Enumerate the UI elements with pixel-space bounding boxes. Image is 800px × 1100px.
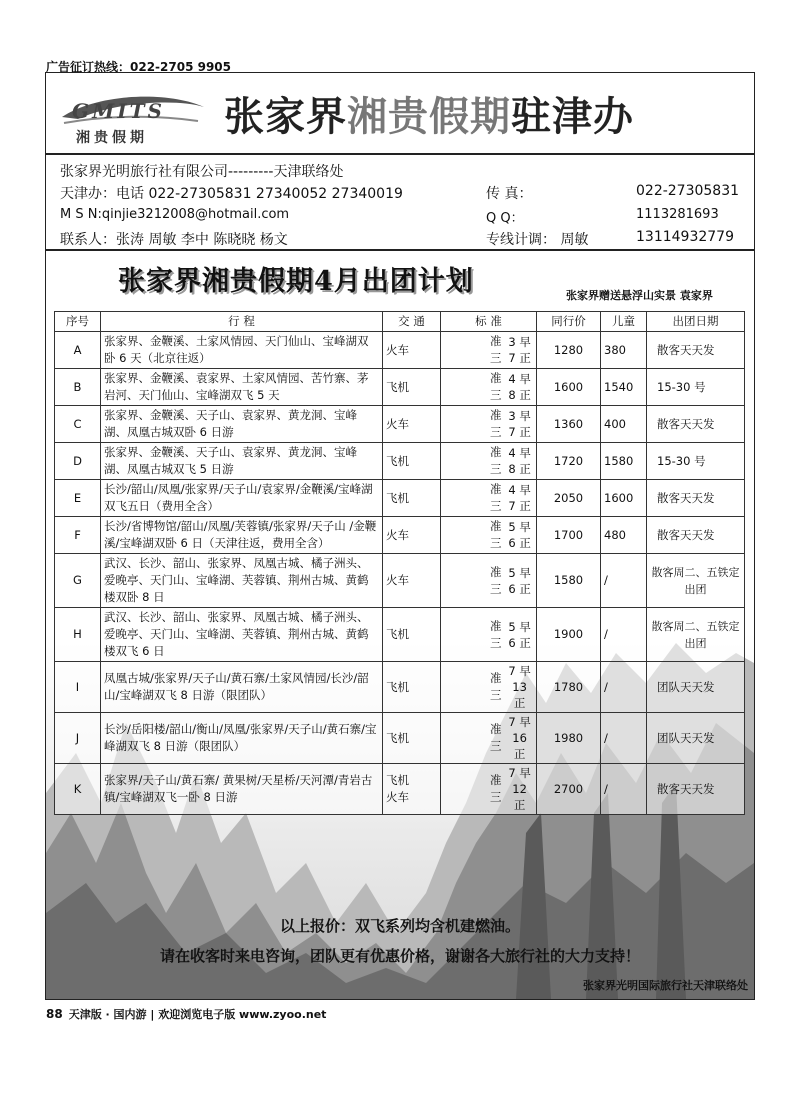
row-departure: 15-30 号: [647, 369, 745, 406]
row-transport: 火车: [383, 517, 441, 554]
row-departure: 散客天天发: [647, 406, 745, 443]
advertisement-frame: [45, 72, 755, 1000]
dinner-count: 7 正: [508, 499, 531, 513]
row-departure: 散客天天发: [647, 480, 745, 517]
row-child-price: /: [601, 608, 647, 662]
breakfast-count: 4 早: [508, 446, 531, 460]
phone-line: 天津办：电话 022-27305831 27340052 27340019: [60, 186, 403, 202]
row-transport: 飞机: [383, 443, 441, 480]
page-footer: [46, 1006, 326, 1022]
standard-level: 准三: [490, 618, 502, 650]
dinner-count: 12 正: [512, 782, 527, 812]
row-price: 1900: [537, 608, 601, 662]
row-price: 1280: [537, 332, 601, 369]
row-id: I: [55, 662, 101, 713]
header-date: 出团日期: [647, 312, 745, 332]
row-child-price: /: [601, 554, 647, 608]
breakfast-count: 7 早: [508, 715, 531, 729]
row-id: D: [55, 443, 101, 480]
meal-count: [506, 663, 533, 711]
row-transport: 飞机: [383, 608, 441, 662]
row-standard: [441, 443, 537, 480]
logo-wordmark: GMITS: [72, 99, 165, 123]
row-id: E: [55, 480, 101, 517]
row-transport: 飞机: [383, 480, 441, 517]
row-departure: 团队天天发: [647, 662, 745, 713]
row-route: 长沙/省博物馆/韶山/凤凰/芙蓉镇/张家界/天子山 /金鞭溪/宝峰湖双卧 6 日（天津往返，费用全含）: [101, 517, 383, 554]
row-standard: [441, 764, 537, 815]
breakfast-count: 3 早: [508, 409, 531, 423]
row-child-price: 1600: [601, 480, 647, 517]
row-transport: 飞机: [383, 662, 441, 713]
meal-count: [506, 565, 533, 597]
standard-level: 准三: [490, 334, 502, 365]
breakfast-count: 4 早: [508, 372, 531, 386]
msn-line: M S N:qinjie3212008@hotmail.com: [60, 207, 290, 222]
dinner-count: 6 正: [508, 635, 531, 650]
row-child-price: /: [601, 713, 647, 764]
row-id: A: [55, 332, 101, 369]
row-id: F: [55, 517, 101, 554]
header-standard: 标 准: [441, 312, 537, 332]
row-standard: [441, 517, 537, 554]
table-row: [55, 517, 745, 554]
standard-level: 准三: [490, 564, 502, 596]
header-price: 同行价: [537, 312, 601, 332]
table-row: [55, 662, 745, 713]
row-id: J: [55, 713, 101, 764]
row-departure: 散客周二、五铁定出团: [647, 608, 745, 662]
breakfast-count: 7 早: [508, 664, 531, 678]
row-departure: 散客周二、五铁定出团: [647, 554, 745, 608]
gmits-logo: [58, 87, 208, 151]
row-standard: [441, 713, 537, 764]
row-standard: [441, 406, 537, 443]
row-child-price: 400: [601, 406, 647, 443]
table-row: [55, 443, 745, 480]
standard-level: 准三: [490, 371, 502, 402]
row-standard: [441, 480, 537, 517]
contact-people: 联系人：张涛 周敏 李中 陈晓晓 杨文: [60, 232, 288, 248]
hotline-value: 13114932779: [636, 229, 734, 245]
agency-signature: 张家界光明国际旅行社天津联络处: [583, 979, 748, 992]
table-row: [55, 406, 745, 443]
row-standard: [441, 554, 537, 608]
row-route: 张家界、金鞭溪、天子山、袁家界、黄龙洞、宝峰湖、凤凰古城双卧 6 日游: [101, 406, 383, 443]
qq-value: 1113281693: [636, 207, 719, 222]
dinner-count: 13 正: [512, 680, 527, 710]
fax-value: 022-27305831: [636, 183, 740, 199]
fax-label: 传 真：: [486, 186, 533, 202]
breakfast-count: 4 早: [508, 483, 531, 497]
row-child-price: 480: [601, 517, 647, 554]
row-price: 1700: [537, 517, 601, 554]
dinner-count: 7 正: [508, 425, 531, 439]
row-price: 1780: [537, 662, 601, 713]
meal-count: [506, 445, 533, 477]
standard-level: 准三: [490, 671, 502, 702]
row-route: 长沙/韶山/凤凰/张家界/天子山/袁家界/金鞭溪/宝峰湖双飞五日（费用全含）: [101, 480, 383, 517]
page-title: 张家界湘贵假期驻津办: [224, 94, 634, 140]
table-row: [55, 369, 745, 406]
hotline-label: 专线计调： 周敏: [486, 232, 589, 248]
table-header-row: [55, 312, 745, 332]
meal-count: [506, 519, 533, 551]
row-id: G: [55, 554, 101, 608]
row-child-price: /: [601, 662, 647, 713]
standard-level: 准三: [490, 773, 502, 804]
row-route: 武汉、长沙、韶山、张家界、凤凰古城、橘子洲头、爱晚亭、天门山、宝峰湖、芙蓉镇、荆州古城、黄鹤楼双飞 6 日: [101, 608, 383, 662]
row-price: 1600: [537, 369, 601, 406]
standard-level: 准三: [490, 722, 502, 753]
row-standard: [441, 608, 537, 662]
row-price: 1720: [537, 443, 601, 480]
table-row: [55, 608, 745, 662]
row-route: 张家界、金鞭溪、天子山、袁家界、黄龙洞、宝峰湖、凤凰古城双飞 5 日游: [101, 443, 383, 480]
row-transport: 火车: [383, 554, 441, 608]
row-departure: 散客天天发: [647, 517, 745, 554]
header-transport: 交 通: [383, 312, 441, 332]
standard-level: 准三: [490, 408, 502, 439]
row-transport: 火车: [383, 332, 441, 369]
logo-subtitle: 湘贵假期: [76, 130, 148, 146]
price-note: 以上报价：双飞系列均含机建燃油。: [279, 917, 520, 935]
dinner-count: 8 正: [508, 462, 531, 476]
dinner-count: 7 正: [508, 351, 531, 365]
breakfast-count: 5 早: [508, 619, 531, 634]
breakfast-count: 3 早: [508, 335, 531, 349]
row-child-price: 1540: [601, 369, 647, 406]
plan-title: 张家界湘贵假期4月出团计划: [118, 266, 474, 297]
row-child-price: /: [601, 764, 647, 815]
divider: [46, 153, 754, 155]
thanks-note: 请在收客时来电咨询，团队更有优惠价格，谢谢各大旅行社的大力支持！: [159, 947, 640, 965]
company-name: 张家界光明旅行社有限公司---------天津联络处: [60, 164, 344, 180]
row-transport: 飞机 火车: [383, 764, 441, 815]
table-row: [55, 713, 745, 764]
row-price: 2700: [537, 764, 601, 815]
meal-count: [506, 619, 533, 651]
table-row: [55, 480, 745, 517]
row-id: B: [55, 369, 101, 406]
dinner-count: 6 正: [508, 536, 531, 550]
row-route: 长沙/岳阳楼/韶山/衡山/凤凰/张家界/天子山/黄石寨/宝峰湖双飞 8 日游（限团队）: [101, 713, 383, 764]
meal-count: [506, 714, 533, 762]
table-row: [55, 554, 745, 608]
standard-level: 准三: [490, 482, 502, 513]
meal-count: [506, 334, 533, 366]
header-child: 儿童: [601, 312, 647, 332]
meal-count: [506, 371, 533, 403]
row-transport: 火车: [383, 406, 441, 443]
meal-count: [506, 765, 533, 813]
row-route: 凤凰古城/张家界/天子山/黄石寨/土家风情园/长沙/韶山/宝峰湖双飞 8 日游（限团队）: [101, 662, 383, 713]
row-transport: 飞机: [383, 369, 441, 406]
row-price: 2050: [537, 480, 601, 517]
row-route: 张家界、金鞭溪、土家风情园、天门仙山、宝峰湖双卧 6 天（北京往返）: [101, 332, 383, 369]
row-id: K: [55, 764, 101, 815]
breakfast-count: 5 早: [508, 520, 531, 534]
row-id: H: [55, 608, 101, 662]
row-id: C: [55, 406, 101, 443]
row-price: 1580: [537, 554, 601, 608]
page-info: 天津版 · 国内游 | 欢迎浏览电子版 www.zyoo.net: [68, 1008, 327, 1021]
row-standard: [441, 369, 537, 406]
header-id: 序号: [55, 312, 101, 332]
table-row: [55, 332, 745, 369]
row-departure: 15-30 号: [647, 443, 745, 480]
breakfast-count: 5 早: [508, 565, 531, 580]
divider: [46, 249, 754, 251]
standard-level: 准三: [490, 445, 502, 476]
row-price: 1360: [537, 406, 601, 443]
contact-block: [46, 157, 754, 251]
dinner-count: 16 正: [512, 731, 527, 761]
dinner-count: 8 正: [508, 388, 531, 402]
row-price: 1980: [537, 713, 601, 764]
breakfast-count: 7 早: [508, 766, 531, 780]
table-row: [55, 764, 745, 815]
qq-label: Q Q：: [486, 211, 524, 226]
row-standard: [441, 662, 537, 713]
row-standard: [441, 332, 537, 369]
gift-note: 张家界赠送悬浮山实景 袁家界: [566, 289, 713, 302]
row-route: 张家界/天子山/黄石寨/ 黄果树/天星桥/天河潭/青岩古镇/宝峰湖双飞一卧 8 日游: [101, 764, 383, 815]
tour-plan-table: [54, 311, 745, 815]
row-departure: 散客天天发: [647, 332, 745, 369]
meal-count: [506, 408, 533, 440]
ad-hotline: 广告征订热线：022-2705 9905: [46, 60, 232, 74]
row-departure: 散客天天发: [647, 764, 745, 815]
meal-count: [506, 482, 533, 514]
row-departure: 团队天天发: [647, 713, 745, 764]
row-route: 张家界、金鞭溪、袁家界、土家风情园、苦竹寨、茅岩河、天门仙山、宝峰湖双飞 5 天: [101, 369, 383, 406]
page-number: 88: [46, 1007, 63, 1021]
header-route: 行 程: [101, 312, 383, 332]
row-child-price: 1580: [601, 443, 647, 480]
row-transport: 飞机: [383, 713, 441, 764]
dinner-count: 6 正: [508, 581, 531, 596]
standard-level: 准三: [490, 519, 502, 550]
row-child-price: 380: [601, 332, 647, 369]
row-route: 武汉、长沙、韶山、张家界、凤凰古城、橘子洲头、爱晚亭、天门山、宝峰湖、芙蓉镇、荆州古城、黄鹤楼双卧 8 日: [101, 554, 383, 608]
